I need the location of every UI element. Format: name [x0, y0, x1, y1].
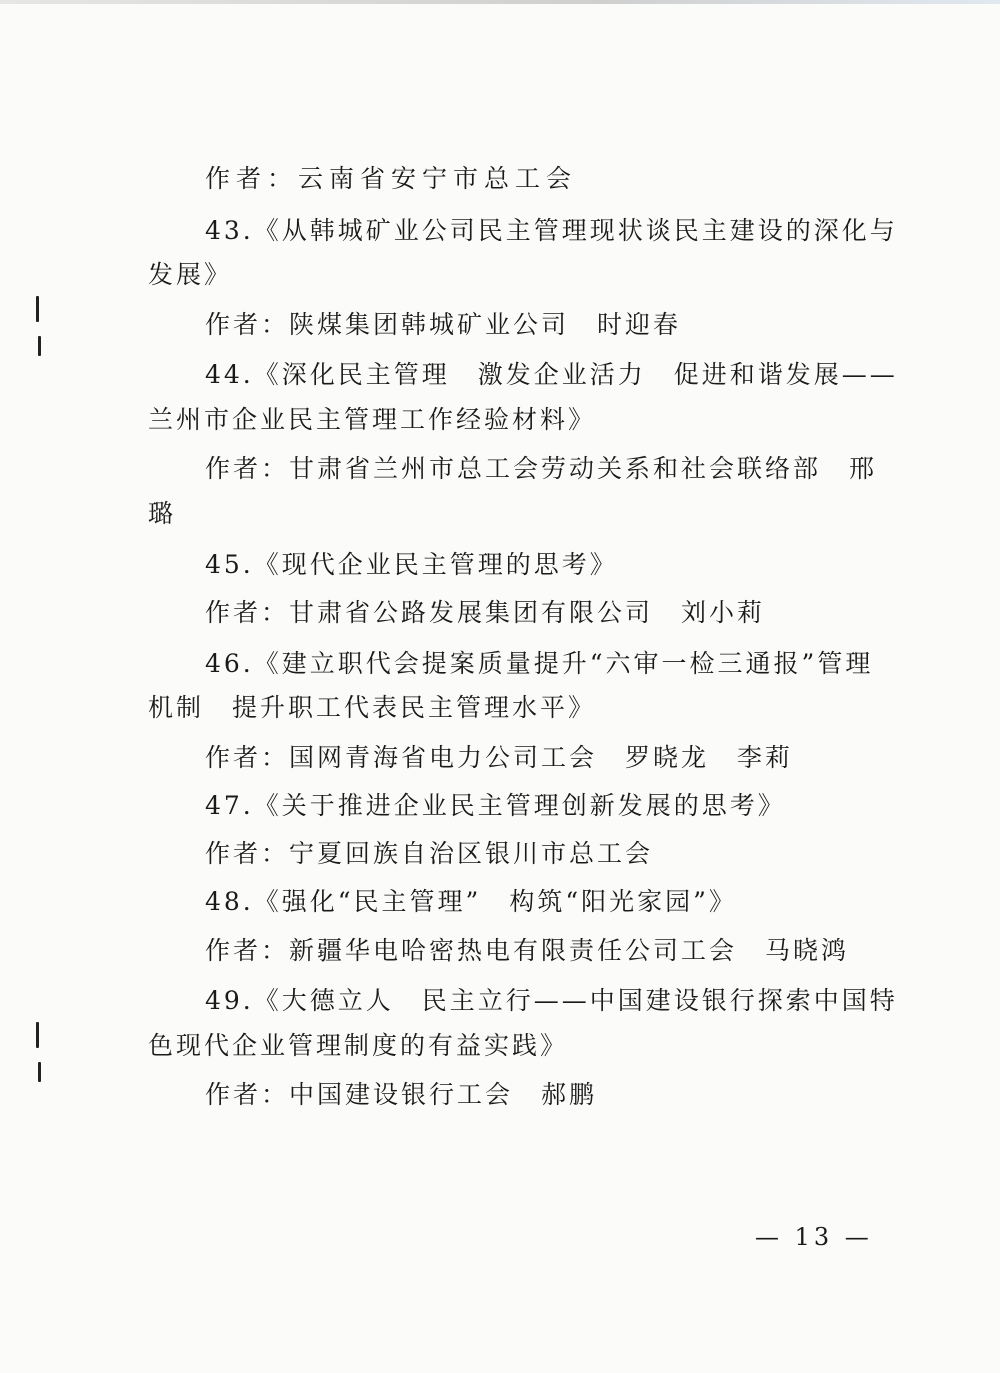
page-number: — 13 —	[755, 1223, 873, 1251]
author-line-48: 作者：新疆华电哈密热电有限责任公司工会 马晓鸿	[205, 936, 850, 965]
title-line-49a: 49.《大德立人 民主立行——中国建设银行探索中国特	[205, 986, 898, 1015]
title-line-46a: 46.《建立职代会提案质量提升“六审一检三通报”管理	[205, 649, 874, 678]
author-line-46: 作者：国网青海省电力公司工会 罗晓龙 李莉	[205, 743, 794, 772]
author-line-47: 作者：宁夏回族自治区银川市总工会	[205, 839, 654, 868]
title-line-45: 45.《现代企业民主管理的思考》	[205, 550, 618, 579]
title-line-46b: 机制 提升职工代表民主管理水平》	[148, 693, 597, 722]
author-line-45: 作者：甘肃省公路发展集团有限公司 刘小莉	[205, 598, 766, 627]
author-line-44a: 作者：甘肃省兰州市总工会劳动关系和社会联络部 邢	[205, 454, 878, 483]
author-line-49: 作者：中国建设银行工会 郝鹏	[205, 1080, 598, 1109]
title-line-49b: 色现代企业管理制度的有益实践》	[148, 1031, 569, 1060]
author-line-44b: 璐	[148, 499, 177, 528]
title-line-43a: 43.《从韩城矿业公司民主管理现状谈民主建设的深化与	[205, 216, 898, 245]
title-line-43b: 发展》	[148, 260, 233, 289]
author-line-42: 作者：云南省安宁市总工会	[205, 164, 578, 193]
author-line-43: 作者：陕煤集团韩城矿业公司 时迎春	[205, 310, 682, 339]
title-line-48: 48.《强化“民主管理” 构筑“阳光家园”》	[205, 887, 737, 916]
title-line-44a: 44.《深化民主管理 激发企业活力 促进和谐发展——	[205, 360, 898, 389]
title-line-44b: 兰州市企业民主管理工作经验材料》	[148, 405, 597, 434]
title-line-47: 47.《关于推进企业民主管理创新发展的思考》	[205, 791, 786, 820]
